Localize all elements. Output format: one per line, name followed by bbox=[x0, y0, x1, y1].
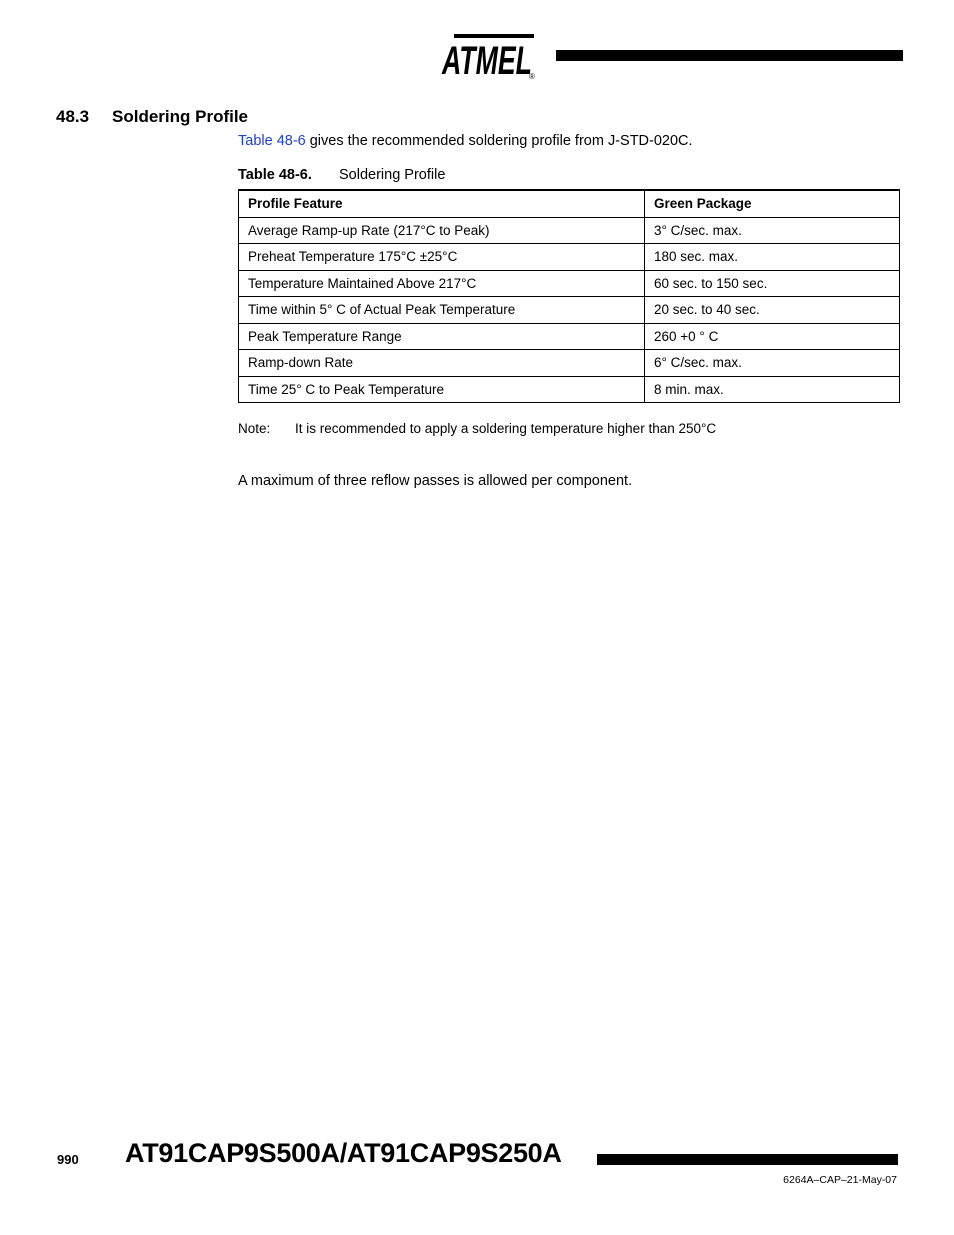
table-caption-title: Soldering Profile bbox=[339, 167, 446, 183]
header-rule bbox=[556, 50, 903, 61]
value-cell: 20 sec. to 40 sec. bbox=[645, 297, 900, 324]
feature-cell: Ramp-down Rate bbox=[239, 350, 645, 377]
table-row bbox=[239, 376, 900, 403]
table-row bbox=[239, 244, 900, 271]
document-title: AT91CAP9S500A/AT91CAP9S250A bbox=[125, 1138, 562, 1168]
svg-text:ATMEL: ATMEL bbox=[441, 39, 532, 82]
footer-rule bbox=[597, 1154, 898, 1165]
value-cell: 3° C/sec. max. bbox=[645, 217, 900, 244]
intro-text: gives the recommended soldering profile from J-STD-020C. bbox=[305, 133, 693, 149]
feature-cell: Temperature Maintained Above 217°C bbox=[239, 270, 645, 297]
section-title: Soldering Profile bbox=[112, 107, 249, 126]
soldering-profile-table bbox=[238, 189, 900, 403]
value-cell: 260 +0 ° C bbox=[645, 323, 900, 350]
header-profile-feature: Profile Feature bbox=[239, 190, 645, 217]
feature-cell: Peak Temperature Range bbox=[239, 323, 645, 350]
feature-cell: Preheat Temperature 175°C ±25°C bbox=[239, 244, 645, 271]
feature-cell: Time within 5° C of Actual Peak Temperature bbox=[239, 297, 645, 324]
document-code: 6264A–CAP–21-May-07 bbox=[783, 1174, 897, 1186]
page-number: 990 bbox=[57, 1152, 79, 1167]
note-text: It is recommended to apply a soldering temperature higher than 250°C bbox=[295, 421, 717, 436]
table-note bbox=[238, 421, 716, 436]
value-cell: 60 sec. to 150 sec. bbox=[645, 270, 900, 297]
svg-text:®: ® bbox=[529, 72, 535, 81]
table-row bbox=[239, 297, 900, 324]
feature-cell: Average Ramp-up Rate (217°C to Peak) bbox=[239, 217, 645, 244]
feature-cell: Time 25° C to Peak Temperature bbox=[239, 376, 645, 403]
table-row bbox=[239, 323, 900, 350]
table-row bbox=[239, 217, 900, 244]
intro-paragraph bbox=[238, 133, 693, 149]
header-green-package: Green Package bbox=[645, 190, 900, 217]
value-cell: 6° C/sec. max. bbox=[645, 350, 900, 377]
table-header-row bbox=[239, 190, 900, 217]
section-heading bbox=[56, 107, 248, 127]
value-cell: 8 min. max. bbox=[645, 376, 900, 403]
table-reference-link[interactable]: Table 48-6 bbox=[238, 133, 306, 149]
note-label: Note: bbox=[238, 421, 271, 436]
value-cell: 180 sec. max. bbox=[645, 244, 900, 271]
table-row bbox=[239, 350, 900, 377]
reflow-paragraph: A maximum of three reflow passes is allowed per component. bbox=[238, 473, 633, 489]
section-number: 48.3 bbox=[56, 107, 90, 126]
table-caption bbox=[238, 167, 445, 183]
table-row bbox=[239, 270, 900, 297]
table-caption-label: Table 48-6. bbox=[238, 167, 312, 183]
atmel-logo bbox=[440, 32, 540, 82]
